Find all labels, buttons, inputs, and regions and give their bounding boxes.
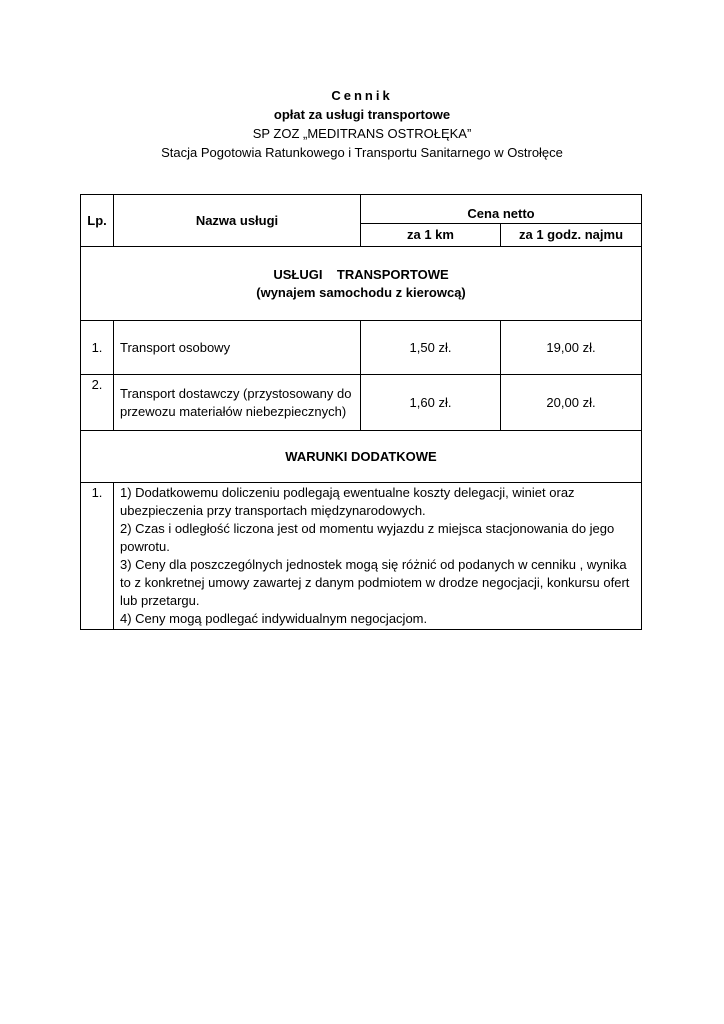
condition-item-1: 1) Dodatkowemu doliczeniu podlegają ewentualne koszty delegacji, winiet oraz ubezpieczenia przy transportach międzynarodowych. [120, 485, 575, 518]
col-per-hour-header: za 1 godz. najmu [501, 224, 642, 247]
section-transport-row [81, 247, 642, 321]
conditions-row [81, 483, 642, 630]
row-2-per-km: 1,60 zł. [361, 375, 501, 431]
col-lp-header: Lp. [81, 195, 114, 247]
col-price-header: Cena netto [361, 195, 642, 224]
section-transport-cell [81, 247, 642, 321]
col-name-header: Nazwa usługi [114, 195, 361, 247]
condition-item-2: 2) Czas i odległość liczona jest od momentu wyjazdu z miejsca stacjonowania do jego powrotu. [120, 521, 615, 554]
condition-item-4: 4) Ceny mogą podlegać indywidualnym negocjacjom. [120, 611, 428, 626]
table-row [81, 375, 642, 431]
organization-name: SP ZOZ „MEDITRANS OSTROŁĘKA” [252, 126, 472, 141]
row-1-per-hour: 19,00 zł. [501, 321, 642, 375]
row-1-lp: 1. [81, 321, 114, 375]
document-subtitle: opłat za usługi transportowe [273, 107, 451, 122]
price-table [80, 194, 642, 630]
row-1-per-km: 1,50 zł. [361, 321, 501, 375]
section-transport-title: USŁUGI TRANSPORTOWE [273, 266, 449, 282]
col-per-km-header: za 1 km [361, 224, 501, 247]
table-header-row [81, 195, 642, 224]
table-row [81, 321, 642, 375]
document-header [0, 86, 724, 162]
conditions-lp: 1. [81, 483, 114, 630]
row-2-name: Transport dostawczy (przystosowany do przewozu materiałów niebezpiecznych) [114, 375, 361, 431]
row-2-per-hour: 20,00 zł. [501, 375, 642, 431]
document-title: Cennik [331, 88, 393, 103]
row-2-lp: 2. [81, 375, 114, 431]
section-transport-subtitle: (wynajem samochodu z kierowcą) [256, 284, 466, 300]
conditions-cell [114, 483, 642, 630]
section-conditions-title: WARUNKI DODATKOWE [81, 431, 642, 483]
section-conditions-row [81, 431, 642, 483]
station-name: Stacja Pogotowia Ratunkowego i Transportu Sanitarnego w Ostrołęce [161, 145, 563, 160]
condition-item-3: 3) Ceny dla poszczególnych jednostek mogą się różnić od podanych w cenniku , wynika to z konkretnej umowy zawartej z danym podmiotem w drodze negocjacji, konkursu ofert lub przetargu. [120, 557, 630, 608]
row-1-name: Transport osobowy [114, 321, 361, 375]
